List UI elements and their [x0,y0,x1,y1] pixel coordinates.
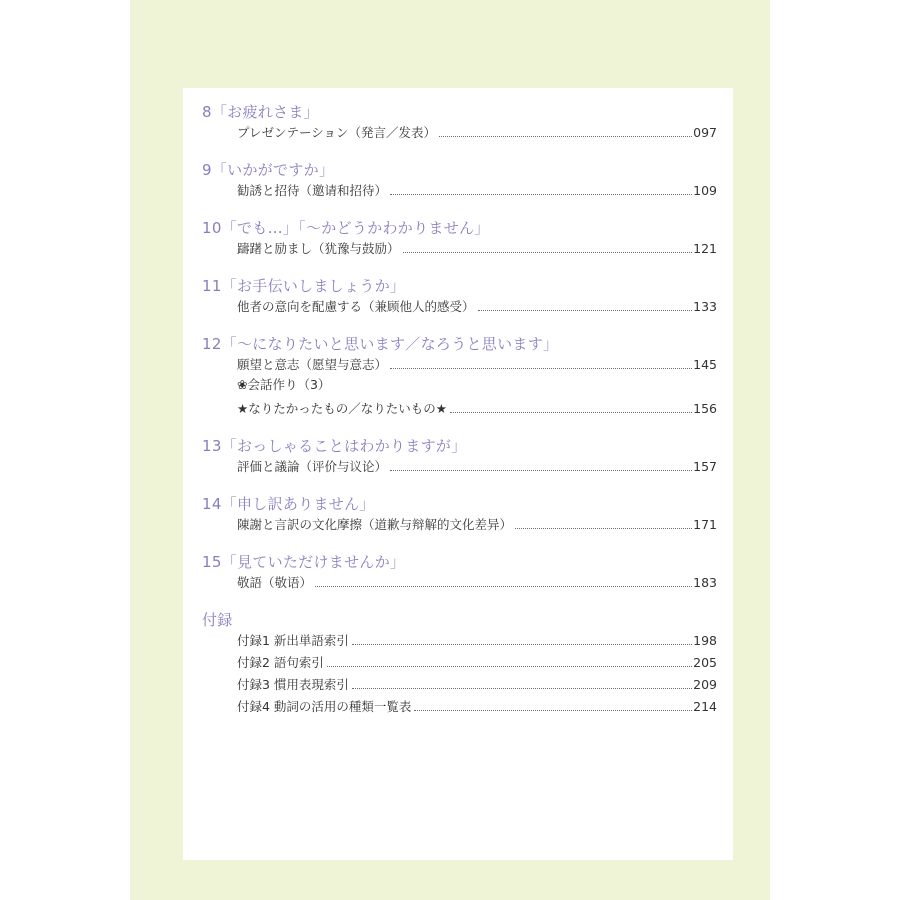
entry-page-number: 171 [693,517,717,532]
entry-page-number: 183 [693,575,717,590]
entry-page-number: 209 [693,677,717,692]
chapter-title: 9「いかがですか」 [202,161,335,179]
dot-leader [414,710,692,711]
chapter-title: 12「～になりたいと思います／なろうと思います」 [202,335,559,353]
toc-entry[interactable] [237,696,717,716]
entry-page-number: 109 [693,183,717,198]
entry-page-number: 156 [693,401,717,416]
entry-text: 付録4 動詞の活用の種類一覧表 [237,699,412,714]
entry-text: 勧誘と招待（邀请和招待） [237,183,388,198]
entry-text: ❀会話作り（3） [237,377,331,392]
dot-leader [515,528,692,529]
chapter-title: 15「見ていただけませんか」 [202,553,406,571]
entry-text: 評価と議論（评价与议论） [237,459,388,474]
entry-page-number: 205 [693,655,717,670]
entry-text: ★なりたかったもの／なりたいもの★ [237,401,447,416]
toc-entry[interactable] [237,514,717,534]
toc-entry[interactable] [237,180,717,200]
entry-text: 付録2 語句索引 [237,655,324,670]
toc-entry[interactable] [237,398,717,418]
entry-page-number: 145 [693,357,717,372]
toc-entry[interactable] [237,572,717,592]
toc-entry[interactable] [237,652,717,672]
entry-page-number: 097 [693,125,717,140]
toc-entry[interactable] [237,376,717,396]
entry-text: 陳謝と言訳の文化摩擦（道歉与辩解的文化差异） [237,517,513,532]
chapter-title: 10「でも…」「～かどうかわかりません」 [202,219,490,237]
document-page [183,88,733,860]
dot-leader [450,412,692,413]
dot-leader [390,470,692,471]
toc-entry[interactable] [237,238,717,258]
entry-text: 付録1 新出単語索引 [237,633,349,648]
dot-leader [315,586,692,587]
entry-text: 付録3 慣用表現索引 [237,677,349,692]
toc-entry[interactable] [237,456,717,476]
chapter-title: 付録 [202,611,233,629]
entry-text: 躊躇と励まし（犹豫与鼓励） [237,241,400,256]
toc-entry[interactable] [237,630,717,650]
dot-leader [403,252,693,253]
entry-page-number: 198 [693,633,717,648]
dot-leader [352,644,692,645]
toc-entry[interactable] [237,354,717,374]
dot-leader [439,136,692,137]
chapter-title: 13「おっしゃることはわかりますが」 [202,437,467,455]
dot-leader [390,368,692,369]
entry-text: 敬語（敬语） [237,575,313,590]
entry-page-number: 121 [693,241,717,256]
entry-text: プレゼンテーション（発言／发表） [237,125,437,140]
entry-text: 他者の意向を配慮する（兼顾他人的感受） [237,299,475,314]
entry-page-number: 214 [693,699,717,714]
dot-leader [478,310,693,311]
entry-page-number: 157 [693,459,717,474]
dot-leader [352,688,692,689]
toc-entry[interactable] [237,674,717,694]
toc-entry[interactable] [237,296,717,316]
dot-leader [390,194,692,195]
chapter-title: 11「お手伝いしましょうか」 [202,277,406,295]
toc-entry[interactable] [237,122,717,142]
chapter-title: 14「申し訳ありません」 [202,495,375,513]
chapter-title: 8「お疲れさま」 [202,103,319,121]
entry-text: 願望と意志（愿望与意志） [237,357,388,372]
dot-leader [327,666,692,667]
entry-page-number: 133 [693,299,717,314]
